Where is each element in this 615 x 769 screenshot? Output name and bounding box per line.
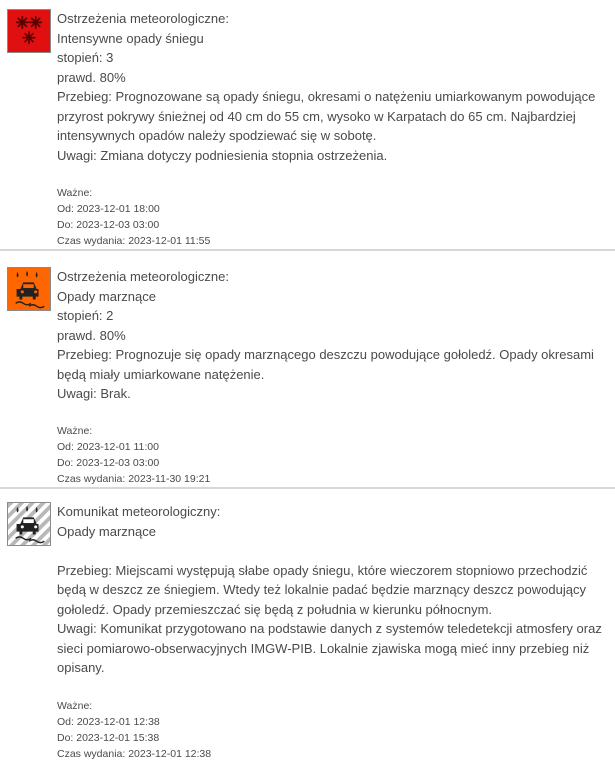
freezing-rain-car-icon	[7, 267, 51, 311]
warning-heading: Komunikat meteorologiczny:	[57, 504, 221, 519]
warning-level: stopień: 2	[57, 308, 114, 323]
warning-event: Opady marznące	[57, 288, 156, 304]
valid-label: Ważne:	[57, 187, 93, 199]
valid-label: Ważne:	[57, 700, 93, 712]
valid-to: Do: 2023-12-01 15:38	[57, 732, 160, 744]
issued-time: Czas wydania: 2023-12-01 11:55	[57, 235, 211, 247]
warning-course: Przebieg: Prognozuje się opady marznącego deszczu powodujące gołoledź. Opady okresami będą miały umiarkowane natężenie.	[57, 347, 594, 382]
valid-from: Od: 2023-12-01 18:00	[57, 203, 160, 215]
warning-snowfall	[0, 0, 615, 249]
spacer	[57, 541, 607, 561]
warning-validity	[57, 698, 211, 762]
warning-remarks: Uwagi: Brak.	[57, 386, 131, 401]
valid-to: Do: 2023-12-03 03:00	[57, 219, 160, 231]
warning-heading: Ostrzeżenia meteorologiczne:	[57, 11, 229, 26]
issued-time: Czas wydania: 2023-12-01 12:38	[57, 748, 212, 760]
snowflakes-icon	[7, 9, 51, 53]
valid-from: Od: 2023-12-01 12:38	[57, 716, 160, 728]
warning-body	[57, 502, 607, 678]
valid-label: Ważne:	[57, 425, 93, 437]
warning-level: stopień: 3	[57, 50, 114, 65]
issued-time: Czas wydania: 2023-11-30 19:21	[57, 473, 211, 485]
warning-heading: Ostrzeżenia meteorologiczne:	[57, 269, 229, 284]
warning-remarks: Uwagi: Komunikat przygotowano na podstawie danych z systemów teledetekcji atmosfery oraz sieci pomiarowo-obserwacyjnych IMGW-PIB. Lokalnie zjawiska mogą mieć inny przebieg niż opisany.	[57, 621, 602, 675]
valid-from: Od: 2023-12-01 11:00	[57, 441, 159, 453]
warning-validity	[57, 423, 210, 487]
warning-event: Intensywne opady śniegu	[57, 30, 204, 46]
warning-remarks: Uwagi: Zmiana dotyczy podniesienia stopnia ostrzeżenia.	[57, 147, 388, 163]
warning-body	[57, 9, 607, 165]
warning-probability: prawd. 80%	[57, 69, 126, 85]
valid-to: Do: 2023-12-03 03:00	[57, 457, 160, 469]
warning-course: Przebieg: Miejscami występują słabe opady śniegu, które wieczorem stopniowo przechodzić będą w deszcz ze śniegiem. Wtedy też lokalnie padać będzie marznący deszcz powodujący gołoledź. Opady przemieszczać się będą z południa w kierunku północnym.	[57, 562, 588, 617]
warning-freezing-rain	[0, 249, 615, 487]
warning-validity	[57, 185, 210, 249]
communique-freezing-rain	[0, 487, 615, 769]
warning-event: Opady marznące	[57, 523, 156, 539]
freezing-rain-car-icon	[7, 502, 51, 546]
warning-body	[57, 267, 607, 404]
warning-probability: prawd. 80%	[57, 327, 126, 343]
warning-course: Przebieg: Prognozowane są opady śniegu, okresami o natężeniu umiarkowanym powodujące przyrost pokrywy śnieżnej od 40 cm do 55 cm, wysoko w Karpatach do 65 cm. Najbardziej intensywnych opadów należy spodziewać się w sobotę.	[57, 89, 596, 143]
